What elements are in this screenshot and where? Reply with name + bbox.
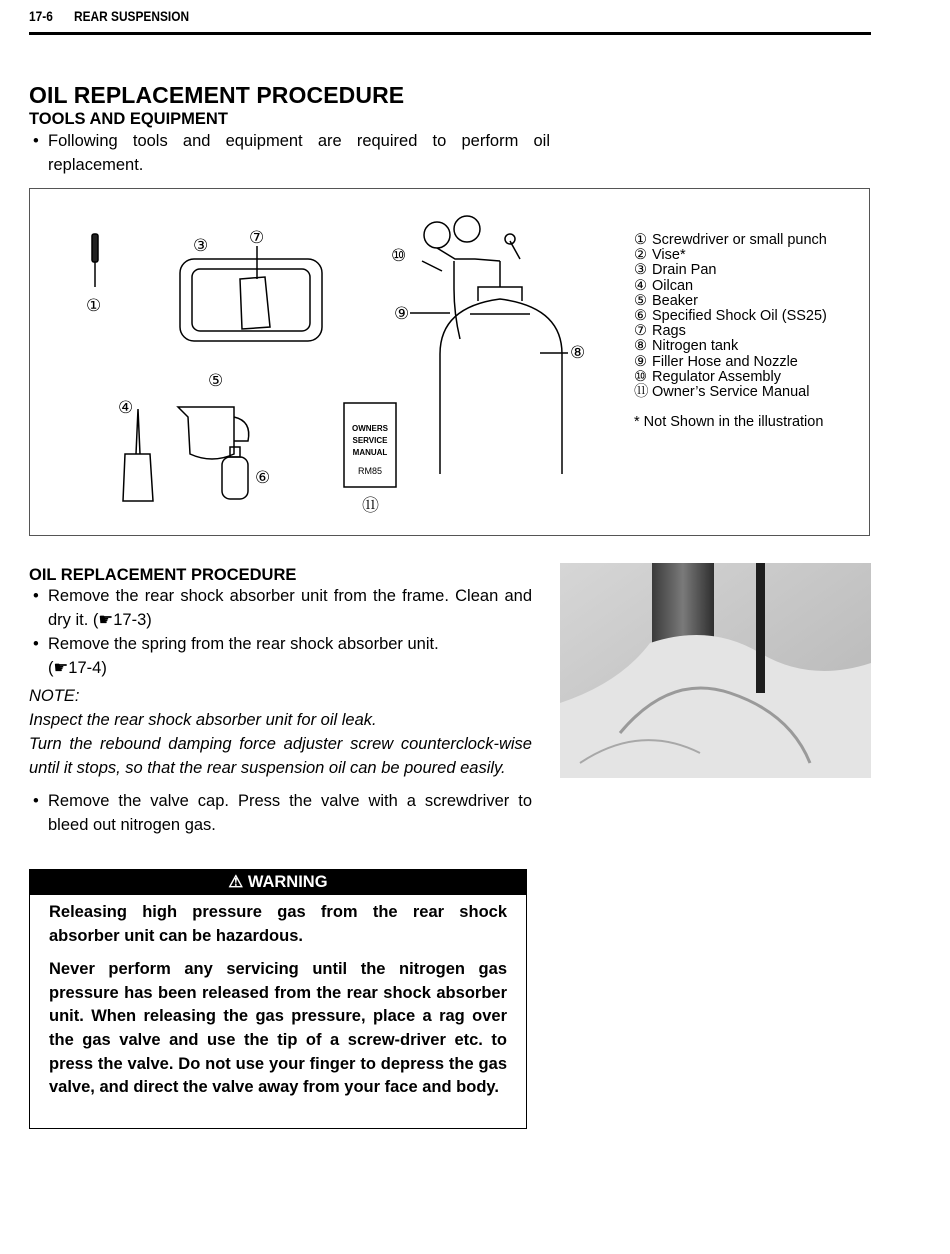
legend-text: Vise*: [652, 247, 686, 264]
tools-bullet-text: Following tools and equipment are required to perform oil replacement.: [48, 132, 550, 174]
legend-item: [634, 370, 827, 385]
pointing-hand-icon: ☛: [53, 659, 69, 677]
nitrogen-tank-drawing: [410, 216, 568, 474]
section-title: REAR SUSPENSION: [74, 8, 190, 24]
photo-illustration: [560, 563, 871, 778]
bullet-text: Remove the rear shock absorber unit from the frame. Clean and dry it. (: [48, 587, 532, 629]
legend-number: ⑨: [634, 353, 647, 370]
page-header: [29, 8, 871, 35]
legend-text: Filler Hose and Nozzle: [652, 353, 798, 370]
legend-text: Screwdriver or small punch: [652, 232, 827, 248]
legend-text: Beaker: [652, 292, 698, 309]
page-reference: 17-3): [113, 611, 152, 629]
legend-number: ⑩: [634, 368, 647, 385]
legend-text: Drain Pan: [652, 262, 717, 279]
page-reference: 17-4): [68, 659, 107, 677]
tools-heading: TOOLS AND EQUIPMENT: [29, 110, 228, 128]
warning-header: [30, 870, 526, 895]
warning-text: [49, 901, 507, 1110]
legend-text: Regulator Assembly: [652, 368, 781, 385]
callout-4: ④: [118, 398, 134, 417]
legend-number: ②: [634, 247, 647, 264]
legend-item: [634, 324, 827, 339]
procedure-text: [29, 584, 532, 837]
warning-triangle-icon: ⚠: [228, 873, 244, 891]
warning-box: [29, 869, 527, 1129]
figure-legend: [634, 233, 827, 430]
legend-item: [634, 385, 827, 400]
legend-text: Specified Shock Oil (SS25): [652, 308, 827, 325]
legend-number: ⑦: [634, 323, 647, 340]
legend-text: Nitrogen tank: [652, 338, 739, 355]
procedure-bullet-2: • Remove the spring from the rear shock absorber unit. (☛17-4): [29, 632, 532, 680]
note-line-2: Turn the rebound damping force adjuster screw counterclock-wise until it stops, so that the rear suspension oil can be poured easily.: [29, 735, 532, 777]
drain-pan-drawing: [180, 246, 322, 341]
legend-item: [634, 294, 827, 309]
manual-model: RM85: [357, 466, 382, 476]
callout-7: ⑦: [249, 228, 265, 247]
legend-number: ⑧: [634, 338, 647, 355]
manual-cover-line: OWNERS: [352, 424, 388, 433]
warning-paragraph-2: Never perform any servicing until the nitrogen gas pressure has been released from the rear shock absorber unit. When releasing the gas pressure, place a rag over the gas valve and use the tip of a screw-driver etc. to press the valve. Do not use your finger to depress the gas valve, and direct the valve away from your face and body.: [49, 960, 507, 1097]
legend-number: ④: [634, 277, 647, 294]
callout-10: ⑩: [391, 246, 407, 265]
tools-bullet: [29, 129, 550, 177]
procedure-bullet-3: [29, 789, 532, 837]
callout-1: ①: [86, 296, 102, 315]
note-label: NOTE:: [29, 687, 80, 705]
callout-9: ⑨: [394, 304, 410, 323]
legend-text: Owner’s Service Manual: [652, 384, 810, 401]
bullet-text: Remove the valve cap. Press the valve with a screwdriver to bleed out nitrogen gas.: [48, 792, 532, 834]
callout-8: ⑧: [570, 343, 586, 362]
beaker-drawing: [178, 407, 249, 459]
callout-6: ⑥: [255, 468, 271, 487]
legend-item: [634, 309, 827, 324]
legend-text: Oilcan: [652, 277, 694, 294]
legend-number: ⑥: [634, 308, 647, 325]
procedure-heading: OIL REPLACEMENT PROCEDURE: [29, 566, 297, 584]
legend-number: ⑪: [634, 384, 649, 401]
legend-item: [634, 355, 827, 370]
warning-paragraph-1: Releasing high pressure gas from the rear shock absorber unit can be hazardous.: [49, 903, 507, 945]
legend-item: [634, 339, 827, 354]
legend-number: ③: [634, 262, 647, 279]
callout-11: ⑪: [362, 496, 379, 515]
screwdriver-drawing: [92, 234, 98, 287]
legend-number: ①: [634, 232, 647, 248]
oilcan-drawing: [123, 409, 153, 501]
legend-item: [634, 279, 827, 294]
page-number: 17-6: [29, 8, 53, 24]
legend-item: [634, 233, 827, 248]
bullet-text: Remove the spring from the rear shock absorber unit.: [48, 635, 439, 653]
shock-oil-drawing: [222, 447, 248, 499]
shock-absorber-photo: [560, 563, 871, 778]
legend-item: [634, 248, 827, 263]
manual-cover-text: [346, 423, 394, 459]
manual-cover-line: SERVICE: [352, 436, 388, 445]
legend-text: Rags: [652, 323, 686, 340]
page-title: OIL REPLACEMENT PROCEDURE: [29, 82, 405, 108]
callout-3: ③: [193, 236, 209, 255]
legend-note: * Not Shown in the illustration: [634, 414, 824, 431]
pointing-hand-icon: ☛: [98, 611, 114, 629]
legend-number: ⑤: [634, 292, 647, 309]
manual-cover-line: MANUAL: [352, 448, 388, 457]
warning-label: WARNING: [247, 873, 328, 891]
note-line-1: Inspect the rear shock absorber unit for oil leak.: [29, 711, 377, 729]
legend-item: [634, 263, 827, 278]
procedure-bullet-1: [29, 584, 532, 632]
callout-5: ⑤: [208, 371, 224, 390]
